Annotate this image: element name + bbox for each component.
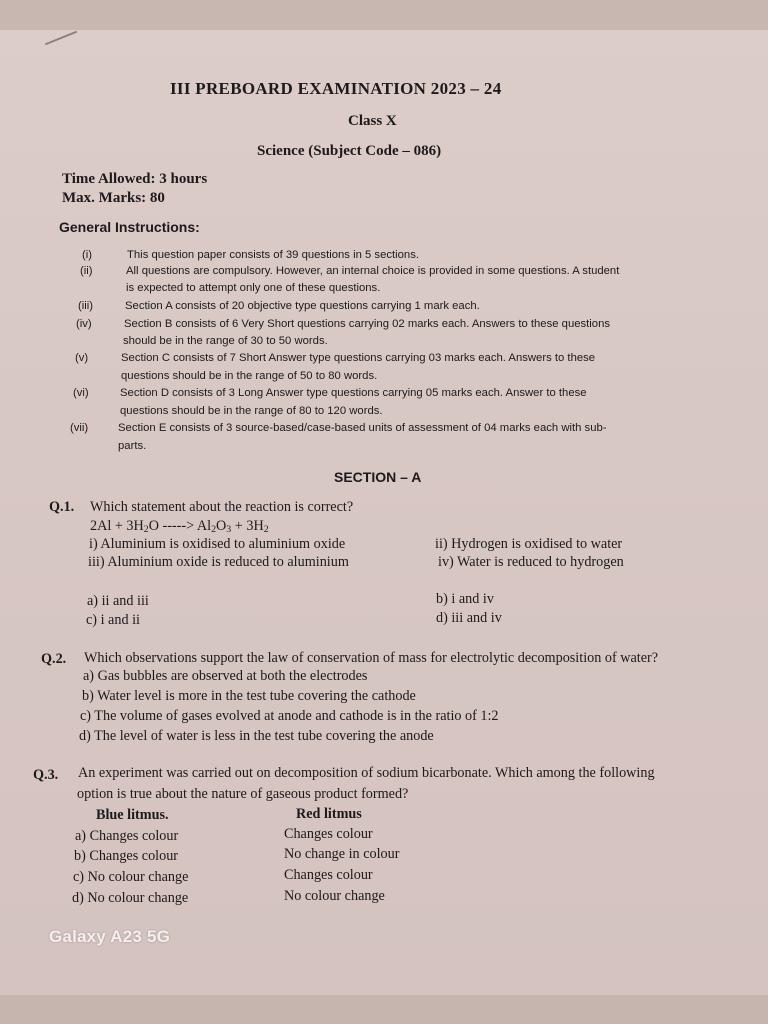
section-a-heading: SECTION – A (334, 469, 422, 485)
instruction-num: (vi) (73, 387, 89, 399)
instruction-num: (iii) (78, 300, 94, 312)
answer-option: c) i and ii (86, 612, 140, 628)
table-cell: Changes colour (284, 867, 373, 883)
instruction-num: (i) (82, 249, 93, 261)
column-header-blue-litmus: Blue litmus. (96, 807, 169, 823)
instruction-num: (ii) (80, 265, 93, 277)
instructions-heading: General Instructions: (59, 219, 200, 235)
table-cell: c) No colour change (73, 869, 189, 885)
camera-watermark: Galaxy A23 5G (49, 927, 171, 946)
table-cell: Changes colour (284, 826, 373, 842)
instruction-text: Section A consists of 20 objective type questions carrying 1 mark each. (125, 300, 480, 312)
table-cell: No colour change (284, 888, 385, 904)
question-text: Which statement about the reaction is correct? (90, 499, 354, 515)
subject-label: Science (Subject Code – 086) (257, 143, 442, 159)
table-cell: a) Changes colour (75, 828, 179, 844)
instruction-text: This question paper consists of 39 questions in 5 sections. (127, 249, 420, 261)
table-cell: b) Changes colour (74, 848, 179, 864)
instruction-text: All questions are compulsory. However, an internal choice is provided in some questions. A student (126, 265, 620, 277)
answer-option: d) iii and iv (436, 610, 502, 626)
statement: ii) Hydrogen is oxidised to water (435, 536, 623, 552)
instruction-text: questions should be in the range of 50 to 80 words. (121, 370, 378, 382)
question-text: Which observations support the law of conservation of mass for electrolytic decomposition of water? (84, 650, 659, 666)
time-allowed: Time Allowed: 3 hours (62, 171, 208, 187)
question-number: Q.3. (33, 767, 59, 783)
question-number: Q.1. (49, 499, 75, 515)
statement: i) Aluminium is oxidised to aluminium oxide (89, 536, 346, 552)
answer-option: a) Gas bubbles are observed at both the electrodes (83, 668, 368, 684)
class-label: Class X (348, 113, 397, 129)
answer-option: d) The level of water is less in the test tube covering the anode (79, 728, 434, 744)
table-cell: No change in colour (284, 846, 400, 862)
table-cell: d) No colour change (72, 890, 189, 906)
instruction-text: Section E consists of 3 source-based/case-based units of assessment of 04 marks each with sub- (118, 422, 607, 434)
question-text: option is true about the nature of gaseous product formed? (77, 786, 409, 802)
instruction-text: is expected to attempt only one of these questions. (126, 282, 381, 294)
pencil-mark (45, 31, 77, 46)
instruction-num: (v) (75, 352, 89, 364)
answer-option: a) ii and iii (87, 593, 149, 609)
answer-option: b) Water level is more in the test tube covering the cathode (82, 688, 416, 704)
instruction-text: Section B consists of 6 Very Short questions carrying 02 marks each. Answers to these questions (124, 318, 611, 330)
instruction-text: Section C consists of 7 Short Answer type questions carrying 03 marks each. Answers to these (121, 352, 596, 364)
max-marks: Max. Marks: 80 (62, 190, 165, 206)
column-header-red-litmus: Red litmus (296, 806, 362, 822)
instruction-num: (iv) (76, 318, 92, 330)
background-edge (0, 995, 768, 1024)
answer-option: c) The volume of gases evolved at anode and cathode is in the ratio of 1:2 (80, 708, 499, 724)
instruction-num: (vii) (70, 422, 89, 434)
instruction-text: Section D consists of 3 Long Answer type questions carrying 05 marks each. Answer to these (120, 387, 587, 399)
instruction-text: parts. (118, 440, 147, 452)
reaction-equation: $2Al + 3H_2O$ -----> $Al_2O_3 + 3H_2$ (90, 518, 269, 535)
exam-title: III PREBOARD EXAMINATION 2023 – 24 (170, 79, 502, 98)
statement: iii) Aluminium oxide is reduced to aluminium (88, 554, 349, 570)
question-text: An experiment was carried out on decomposition of sodium bicarbonate. Which among the following (78, 765, 655, 781)
exam-paper (0, 30, 768, 995)
instruction-text: questions should be in the range of 80 to 120 words. (120, 405, 383, 417)
answer-option: b) i and iv (436, 591, 494, 607)
question-number: Q.2. (41, 651, 67, 667)
instruction-text: should be in the range of 30 to 50 words. (123, 335, 328, 347)
statement: iv) Water is reduced to hydrogen (438, 554, 624, 570)
